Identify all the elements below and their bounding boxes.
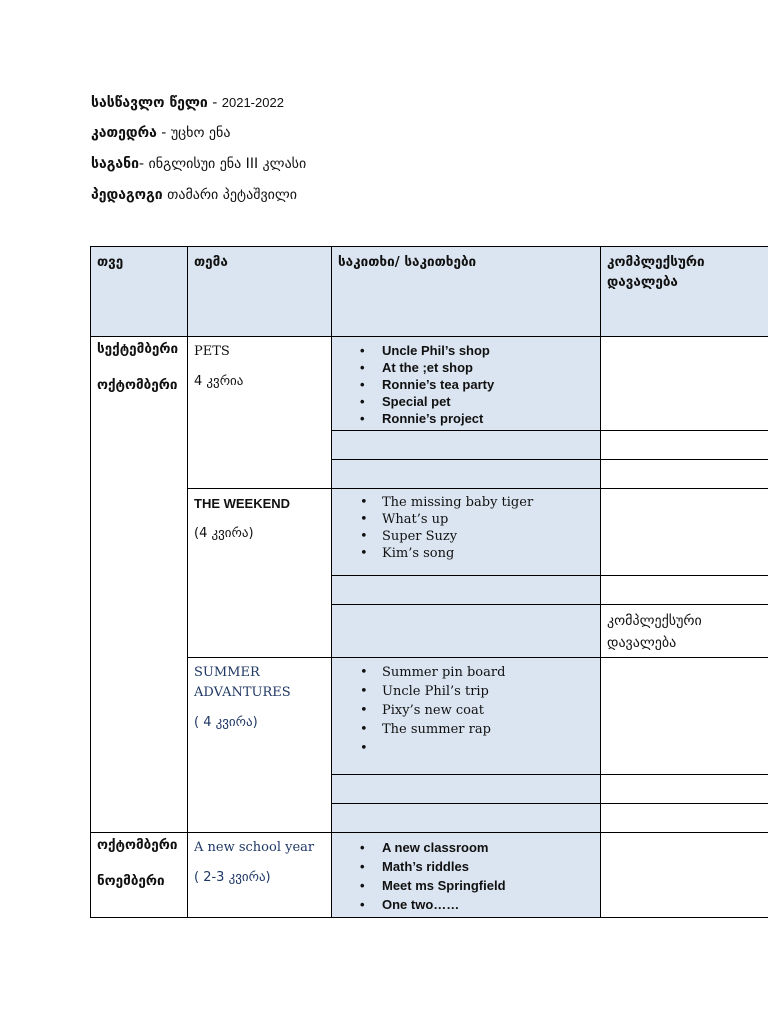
readings-list-school-year <box>338 838 594 914</box>
list-item: • A new classroom <box>338 838 594 857</box>
table-header-row <box>91 247 768 337</box>
list-item: • Meet ms Springfield <box>338 876 594 895</box>
year-value: 2021-2022 <box>221 95 284 110</box>
readings-cell-weekend <box>332 489 601 576</box>
empty-readings-cell <box>332 460 601 489</box>
empty-complex-task-cell <box>601 460 768 489</box>
empty-complex-task-cell <box>601 804 768 833</box>
readings-list-summer <box>338 663 594 758</box>
list-item: • Ronnie’s project <box>338 410 594 427</box>
month-label-november: ნოემბერი <box>97 873 165 889</box>
table-row <box>91 337 768 431</box>
list-item: • Pixy’s new coat <box>338 701 594 720</box>
topic-title-school-year: A new school year <box>194 840 315 855</box>
department-label: კათედრა <box>91 125 157 141</box>
table-row <box>91 658 768 775</box>
complex-task-cell-pets <box>601 337 768 431</box>
teacher-label: პედაგოგი <box>91 187 163 203</box>
list-item: • Summer pin board <box>338 663 594 682</box>
list-item: • What’s up <box>338 511 594 528</box>
topic-title-weekend: THE WEEKEND <box>194 496 291 511</box>
topic-cell-summer <box>188 658 332 833</box>
subject-separator: - <box>139 156 149 172</box>
topic-duration-pets: 4 კვრია <box>194 374 244 389</box>
header-cell-topic <box>188 247 332 337</box>
year-line <box>91 94 284 112</box>
subject-label: საგანი <box>91 156 140 172</box>
topic-duration-school-year: ( 2-3 კვირა) <box>194 870 271 885</box>
complex-task-weekend: კომპლექსური დავალება <box>607 613 702 651</box>
empty-complex-task-cell <box>601 658 768 775</box>
table-row <box>91 833 768 918</box>
teacher-value: თამარი პეტაშვილი <box>167 187 298 203</box>
topic-title-summer: SUMMER ADVANTURES <box>194 665 291 700</box>
empty-readings-cell <box>332 576 601 605</box>
readings-list-weekend <box>338 494 594 562</box>
year-label: სასწავლო წელი <box>91 95 208 111</box>
list-item: • Uncle Phil’s shop <box>338 342 594 359</box>
topic-title-pets: PETS <box>194 344 230 359</box>
column-header-topic: თემა <box>194 254 228 270</box>
column-header-complex-task: კომპლექსური დავალება <box>607 254 705 290</box>
department-value: უცხო ენა <box>170 125 231 141</box>
month-cell-first <box>91 337 188 833</box>
topic-cell-school-year <box>188 833 332 918</box>
list-item: • Ronnie’s tea party <box>338 376 594 393</box>
readings-cell-summer <box>332 658 601 775</box>
column-header-readings: საკითხი/ საკითხები <box>338 254 477 270</box>
empty-complex-task-cell <box>601 489 768 576</box>
subject-value: ინგლისუი ენა III კლასი <box>148 156 307 172</box>
list-item: • Super Suzy <box>338 528 594 545</box>
month-cell-second <box>91 833 188 918</box>
list-item: • At the ;et shop <box>338 359 594 376</box>
complex-task-cell-school-year <box>601 833 768 918</box>
teacher-line <box>91 186 297 204</box>
list-item: • Kim’s song <box>338 545 594 562</box>
month-label-september: სექტემბერი <box>97 341 179 357</box>
department-line <box>91 124 230 142</box>
column-header-month: თვე <box>97 254 124 270</box>
empty-complex-task-cell <box>601 431 768 460</box>
topic-cell-pets <box>188 337 332 489</box>
readings-cell-pets <box>332 337 601 431</box>
list-item: • Uncle Phil’s trip <box>338 682 594 701</box>
readings-list-pets <box>338 342 594 427</box>
topic-duration-weekend: (4 კვირა) <box>194 526 254 541</box>
empty-readings-cell <box>332 804 601 833</box>
topic-cell-weekend <box>188 489 332 658</box>
month-label-october-2: ოქტომბერი <box>97 837 178 853</box>
list-item: • The missing baby tiger <box>338 494 594 511</box>
topic-duration-summer: ( 4 კვირა) <box>194 715 258 730</box>
empty-complex-task-cell <box>601 775 768 804</box>
list-item: • Special pet <box>338 393 594 410</box>
year-separator: - <box>207 95 222 111</box>
empty-readings-cell <box>332 775 601 804</box>
list-item: • Math’s riddles <box>338 857 594 876</box>
header-cell-readings <box>332 247 601 337</box>
list-item <box>338 739 594 758</box>
complex-task-cell-weekend <box>601 605 768 658</box>
table-row <box>91 489 768 576</box>
month-label-october: ოქტომბერი <box>97 377 178 393</box>
list-item: • One two…… <box>338 895 594 914</box>
header-cell-month <box>91 247 188 337</box>
readings-cell-school-year <box>332 833 601 918</box>
list-item: • The summer rap <box>338 720 594 739</box>
empty-readings-cell <box>332 431 601 460</box>
header-cell-complex-task <box>601 247 768 337</box>
subject-line <box>91 155 306 173</box>
curriculum-table <box>90 246 768 918</box>
empty-readings-cell <box>332 605 601 658</box>
department-separator: - <box>156 125 171 141</box>
empty-complex-task-cell <box>601 576 768 605</box>
